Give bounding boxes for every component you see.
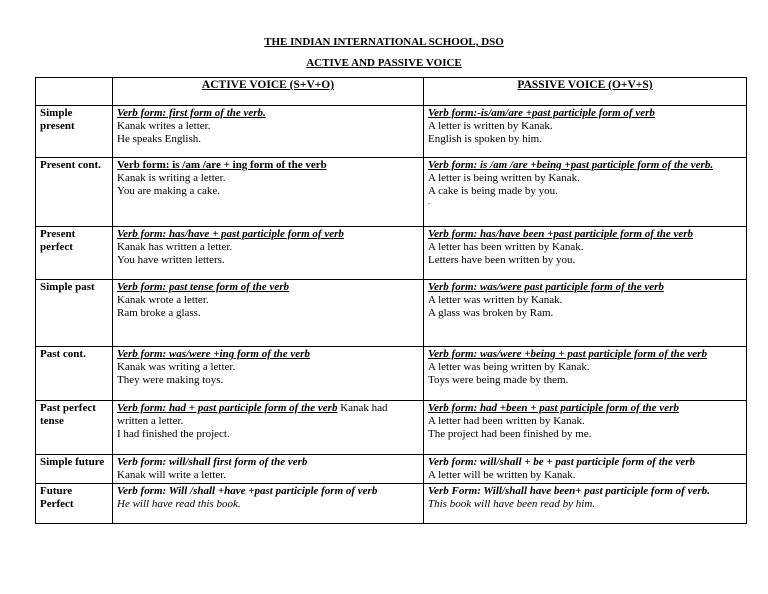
passive-example: A letter will be written by Kanak. (428, 469, 576, 481)
active-cell (113, 484, 424, 524)
active-verb-form: Verb form: past tense form of the verb (117, 281, 290, 293)
active-verb-form: Verb form: had + past participle form of the verb (117, 402, 338, 414)
passive-example: . (428, 197, 430, 206)
tense-label: Present cont. (36, 158, 113, 227)
passive-example: A letter was written by Kanak. (428, 294, 563, 306)
passive-verb-form: Verb form: had +been + past participle form of the verb (428, 402, 679, 414)
active-example: Kanak writes a letter. (117, 120, 211, 132)
active-example: Kanak is writing a letter. (117, 172, 226, 184)
passive-example: English is spoken by him. (428, 133, 542, 145)
header-active: ACTIVE VOICE (S+V+O) (113, 78, 424, 106)
passive-example: Letters have been written by you. (428, 254, 576, 266)
passive-cell (424, 484, 747, 524)
tense-label: Simple future (36, 455, 113, 484)
table-row (36, 227, 747, 280)
active-example: You are making a cake. (117, 185, 221, 197)
passive-verb-form: Verb form: will/shall + be + past participle form of the verb (428, 456, 696, 468)
table-row (36, 455, 747, 484)
passive-example: This book will have been read by him. (428, 498, 596, 510)
passive-verb-form: Verb form: is /am /are +being +past participle form of the verb. (428, 159, 714, 171)
active-verb-form: Verb form: has/have + past participle form of verb (117, 228, 344, 240)
active-cell (113, 158, 424, 227)
active-cell (113, 401, 424, 455)
tense-label: Simple past (36, 280, 113, 347)
passive-verb-form: Verb form: was/were past participle form of the verb (428, 281, 664, 293)
active-example: Kanak will write a letter. (117, 469, 227, 481)
active-example: Kanak wrote a letter. (117, 294, 209, 306)
header-tense (36, 78, 113, 106)
passive-verb-form: Verb form:-is/am/are +past participle form of verb (428, 107, 655, 119)
document-subtitle: ACTIVE AND PASSIVE VOICE (306, 57, 462, 69)
active-verb-form: Verb form: will/shall first form of the verb (117, 456, 308, 468)
passive-verb-form: Verb form: was/were +being + past participle form of the verb (428, 348, 707, 360)
passive-cell (424, 347, 747, 401)
passive-example: A letter has been written by Kanak. (428, 241, 584, 253)
passive-cell (424, 401, 747, 455)
passive-example: A letter is written by Kanak. (428, 120, 553, 132)
passive-cell (424, 227, 747, 280)
table-row (36, 484, 747, 524)
active-verb-form: Verb form: was/were +ing form of the verb (117, 348, 310, 360)
active-verb-form: Verb form: Will /shall +have +past participle form of verb (117, 485, 378, 497)
passive-verb-form: Verb form: has/have been +past participle form of the verb (428, 228, 694, 240)
active-example: Kanak has written a letter. (117, 241, 233, 253)
passive-cell (424, 158, 747, 227)
tense-label: Simple present (36, 106, 113, 158)
header-row (36, 78, 747, 106)
passive-example: A letter had been written by Kanak. (428, 415, 585, 427)
active-verb-form: Verb form: is /am /are + ing form of the verb (117, 159, 327, 171)
document-title: THE INDIAN INTERNATIONAL SCHOOL, DSO (264, 36, 504, 48)
active-cell (113, 280, 424, 347)
passive-example: Toys were being made by them. (428, 374, 569, 386)
header-passive: PASSIVE VOICE (O+V+S) (424, 78, 747, 106)
active-example: He speaks English. (117, 133, 202, 145)
active-example: Kanak had written a letter. (117, 402, 388, 427)
table-row (36, 401, 747, 455)
passive-example: A glass was broken by Ram. (428, 307, 554, 319)
active-cell (113, 347, 424, 401)
table-row (36, 280, 747, 347)
tense-label: Past cont. (36, 347, 113, 401)
active-cell (113, 106, 424, 158)
tense-label: Present perfect (36, 227, 113, 280)
passive-example: The project had been finished by me. (428, 428, 592, 440)
tense-label: Future Perfect (36, 484, 113, 524)
voice-table (35, 77, 747, 524)
table-row (36, 347, 747, 401)
passive-example: A letter was being written by Kanak. (428, 361, 590, 373)
active-example: I had finished the project. (117, 428, 230, 440)
active-verb-form: Verb form: first form of the verb. (117, 107, 266, 119)
active-example: You have written letters. (117, 254, 225, 266)
passive-example: A cake is being made by you. (428, 185, 558, 197)
active-example: Ram broke a glass. (117, 307, 201, 319)
active-example: They were making toys. (117, 374, 224, 386)
active-cell (113, 227, 424, 280)
passive-cell (424, 455, 747, 484)
tense-label: Past perfect tense (36, 401, 113, 455)
active-example: Kanak was writing a letter. (117, 361, 236, 373)
passive-example: A letter is being written by Kanak. (428, 172, 580, 184)
table-row (36, 106, 747, 158)
passive-cell (424, 280, 747, 347)
table-row (36, 158, 747, 227)
passive-verb-form: Verb Form: Will/shall have been+ past participle form of verb. (428, 485, 710, 497)
passive-cell (424, 106, 747, 158)
active-cell (113, 455, 424, 484)
active-example: He will have read this book. (117, 498, 241, 510)
